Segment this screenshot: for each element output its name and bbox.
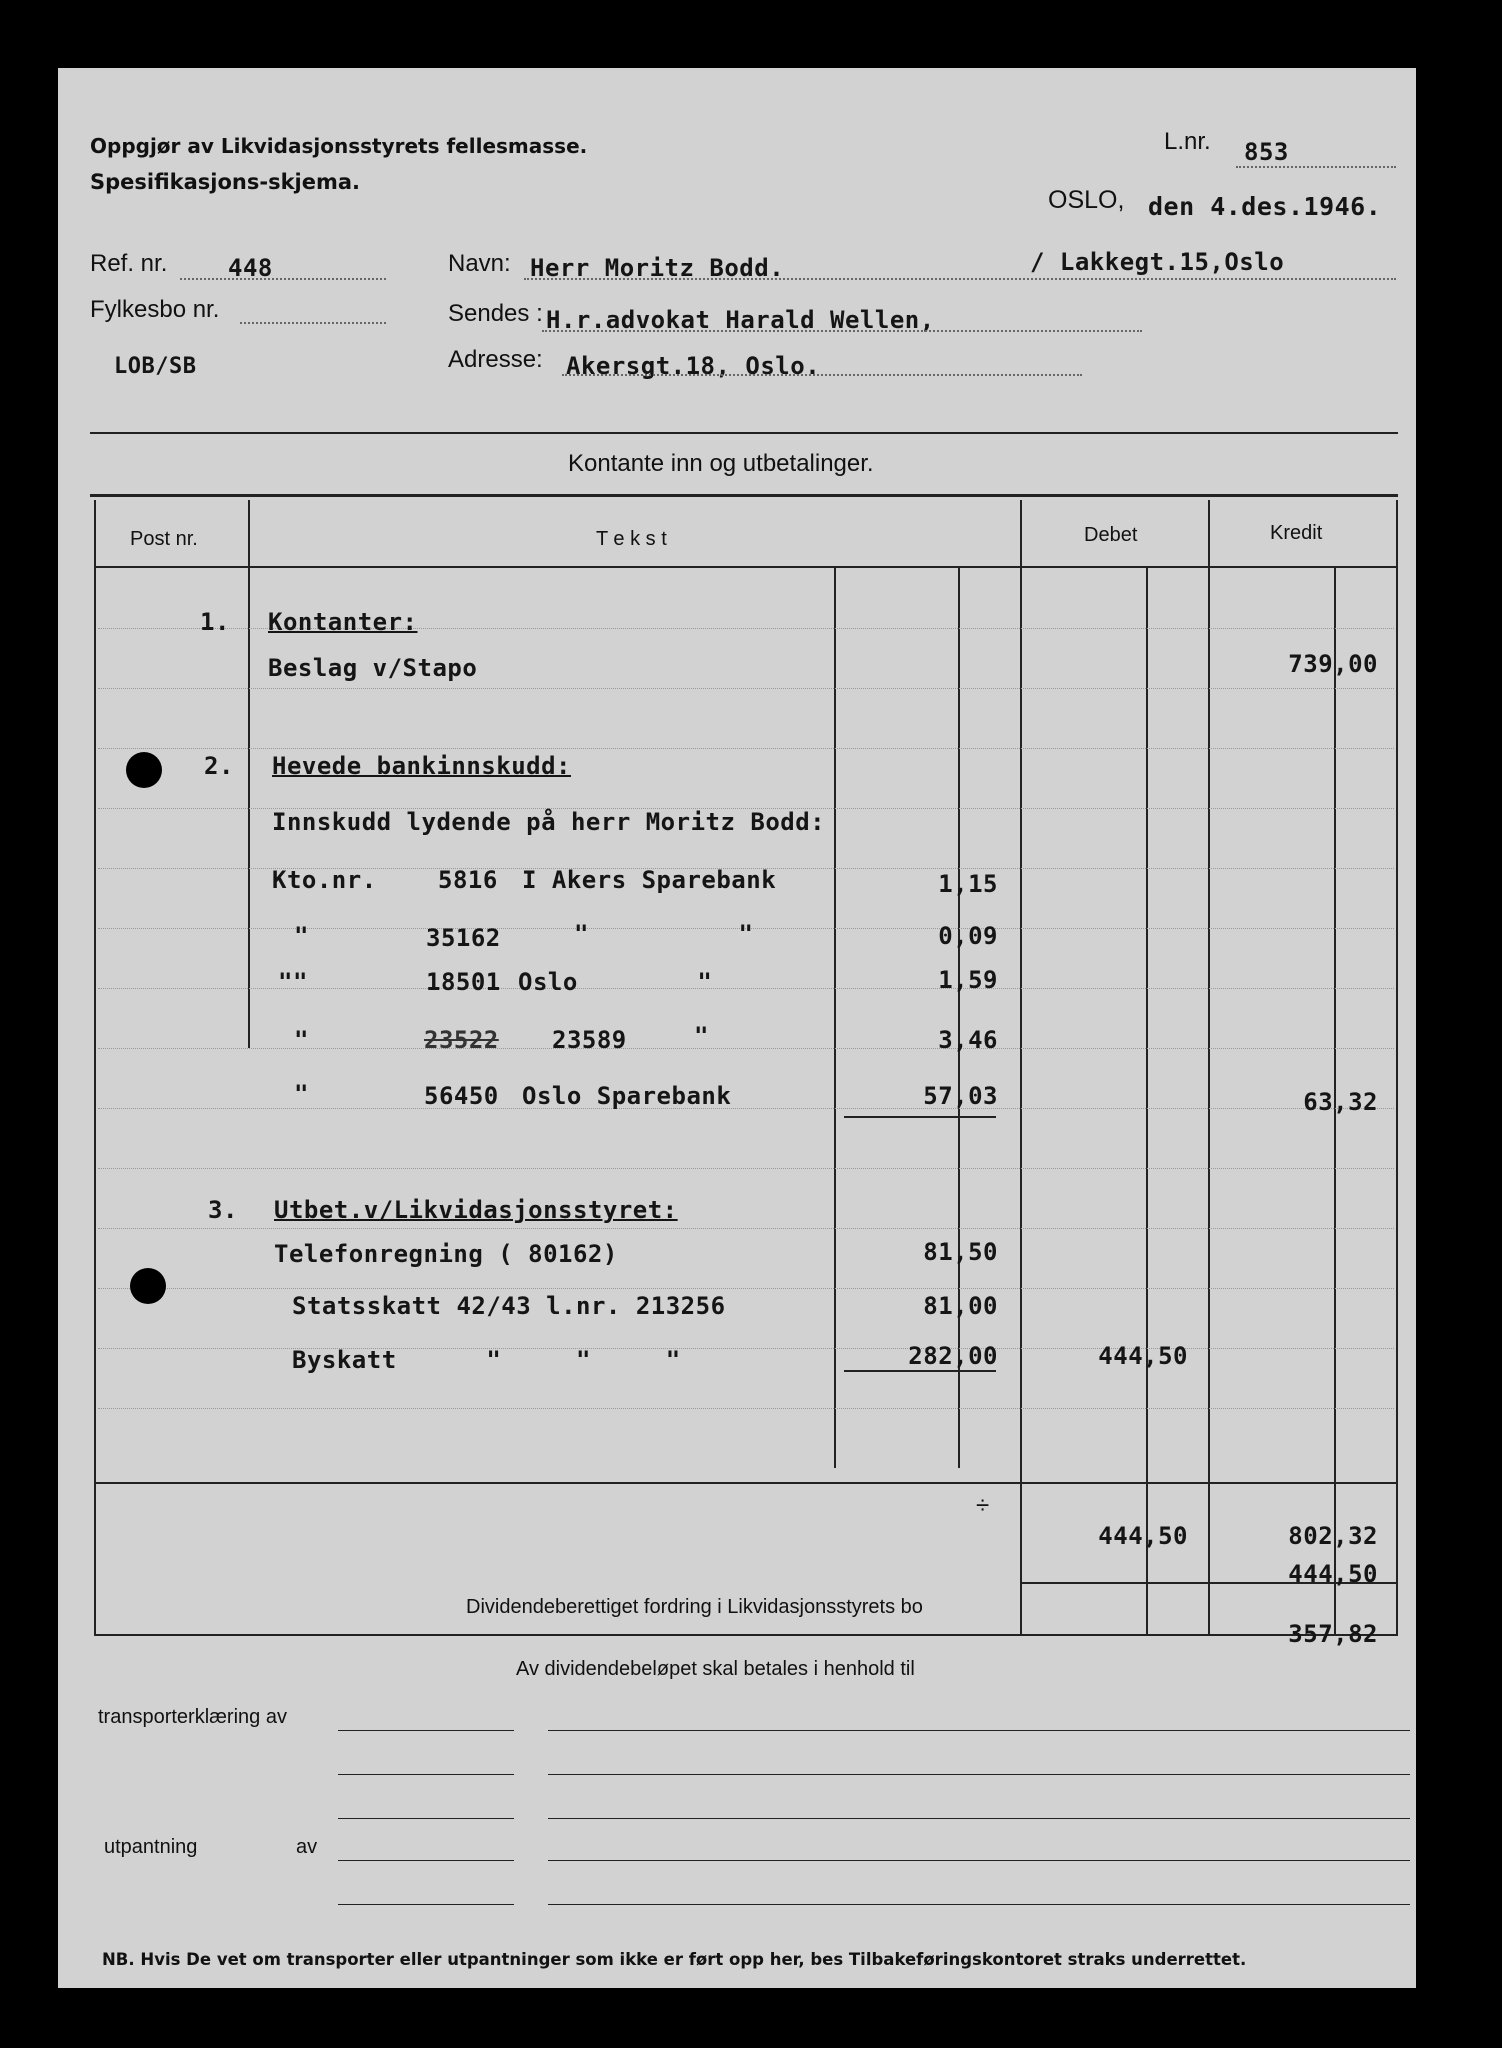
sendes-label: Sendes :: [448, 300, 543, 327]
lnr-label: L.nr.: [1164, 128, 1211, 155]
dividend-label: Dividendeberettiget fordring i Likvidasjonsstyrets bo: [466, 1596, 923, 1618]
sub-amount: 282,00: [908, 1342, 998, 1370]
transport-label: transporterklæring av: [98, 1706, 287, 1728]
account-bank: Oslo ": [518, 968, 713, 996]
col-header-kredit: Kredit: [1270, 522, 1323, 544]
account-prefix: ": [294, 1026, 309, 1054]
post-number: 3.: [208, 1196, 238, 1224]
post-number: 1.: [200, 608, 230, 636]
transport-line: [338, 1774, 514, 1775]
sum-underline: [844, 1116, 996, 1118]
subamount-cents-divider: [958, 568, 960, 1468]
row-text: Innskudd lydende på herr Moritz Bodd:: [272, 808, 826, 836]
kredit-amount: 63,32: [1303, 1088, 1378, 1116]
account-prefix: ": [294, 1080, 309, 1108]
dividend-value: 357,82: [1288, 1620, 1378, 1648]
punch-hole: [130, 1268, 166, 1304]
col-header-post: Post nr.: [130, 528, 198, 550]
ruling-line: [98, 1168, 1394, 1169]
form-title: Oppgjør av Likvidasjonsstyrets fellesmasse.: [90, 134, 588, 158]
tekst-debet-divider: [1020, 500, 1022, 1636]
av-label: av: [296, 1836, 318, 1858]
navn-label: Navn:: [448, 250, 511, 277]
table-left-border: [94, 500, 96, 1636]
account-bank: ": [694, 1022, 709, 1050]
account-number: 18501: [426, 968, 501, 996]
sub-amount: 3,46: [938, 1026, 998, 1054]
ruling-line: [98, 1228, 1394, 1229]
row-text: Beslag v/Stapo: [268, 654, 478, 682]
ref-label: Ref. nr.: [90, 250, 168, 277]
fylkesbo-label: Fylkesbo nr.: [90, 296, 220, 323]
transport-line: [548, 1818, 1410, 1819]
table-bottom-rule: [94, 1634, 1398, 1636]
utpantning-line: [338, 1904, 514, 1905]
transport-line: [338, 1818, 514, 1819]
account-bank: I Akers Sparebank: [522, 866, 777, 894]
minus-sign: ÷: [976, 1492, 990, 1519]
debet-cents-divider: [1146, 568, 1148, 1636]
subamount-col-left: [834, 568, 836, 1468]
nb-note: NB. Hvis De vet om transporter eller utpantninger som ikke er ført opp her, bes Tilbakeføringskontoret straks underrettet.: [102, 1950, 1247, 1969]
kredit-total: 802,32: [1288, 1522, 1378, 1550]
account-number: 56450: [424, 1082, 499, 1110]
row-text: Byskatt " " ": [292, 1346, 681, 1374]
col-header-debet: Debet: [1084, 524, 1138, 546]
fylkesbo-line: [240, 322, 386, 324]
navn-value: Herr Moritz Bodd.: [530, 254, 785, 282]
sendes-line: [542, 330, 1142, 332]
sub-amount: 1,59: [938, 966, 998, 994]
utpantning-label: utpantning: [104, 1836, 198, 1858]
ruling-line: [98, 1288, 1394, 1289]
section-heading: Hevede bankinnskudd:: [272, 752, 571, 780]
row-text: Statsskatt 42/43 l.nr. 213256: [292, 1292, 726, 1320]
debet-total: 444,50: [1098, 1522, 1188, 1550]
ruling-line: [98, 1108, 1394, 1109]
struck-text: 23522: [424, 1026, 499, 1054]
navn-line: [524, 278, 1396, 280]
sub-amount: 1,15: [938, 870, 998, 898]
sub-amount: 57,03: [923, 1082, 998, 1110]
dividend-note: Av dividendebeløpet skal betales i henhold til: [516, 1658, 915, 1680]
ref-line: [180, 278, 386, 280]
sub-amount: 81,50: [923, 1238, 998, 1266]
lnr-line: [1236, 166, 1396, 168]
ruling-line: [98, 748, 1394, 749]
account-bank: " ": [574, 920, 754, 948]
debet-kredit-divider: [1208, 500, 1210, 1636]
debet-amount: 444,50: [1098, 1342, 1188, 1370]
section-top-rule: [90, 432, 1398, 434]
transport-line: [338, 1730, 514, 1731]
account-bank: Oslo Sparebank: [522, 1082, 732, 1110]
sum-underline: [844, 1370, 996, 1372]
totals-rule: [94, 1482, 1398, 1484]
adresse-label: Adresse:: [448, 346, 543, 373]
sub-amount: 81,00: [923, 1292, 998, 1320]
punch-hole: [126, 752, 162, 788]
row-text: Telefonregning ( 80162): [274, 1240, 618, 1268]
ruling-line: [98, 688, 1394, 689]
account-prefix: Kto.nr.: [272, 866, 377, 894]
transport-line: [548, 1730, 1410, 1731]
ruling-line: [98, 1408, 1394, 1409]
account-number: 35162: [426, 924, 501, 952]
section-heading: Utbet.v/Likvidasjonsstyret:: [274, 1196, 678, 1224]
post-number: 2.: [204, 752, 234, 780]
ruling-line: [98, 1048, 1394, 1049]
table-right-border: [1396, 500, 1398, 1636]
table-top-rule: [90, 494, 1398, 497]
sub-amount: 0,09: [938, 922, 998, 950]
utpantning-line: [548, 1904, 1410, 1905]
sendes-value: H.r.advokat Harald Wellen,: [546, 306, 935, 334]
utpantning-line: [548, 1860, 1410, 1861]
city-label: OSLO,: [1048, 186, 1125, 214]
lnr-value: 853: [1244, 138, 1289, 166]
form-subtitle: Spesifikasjons-skjema.: [90, 170, 361, 194]
account-prefix: ": [294, 922, 309, 950]
section-heading: Kontanter:: [268, 608, 418, 636]
kredit-subtraction: 444,50: [1288, 1560, 1378, 1588]
date-value: den 4.des.1946.: [1148, 192, 1382, 221]
form-sheet: [58, 68, 1416, 1988]
utpantning-line: [338, 1860, 514, 1861]
kredit-amount: 739,00: [1288, 650, 1378, 678]
account-number: 23589: [552, 1026, 627, 1054]
header-rule: [94, 566, 1398, 568]
adresse-line: [562, 374, 1082, 376]
section-title: Kontante inn og utbetalinger.: [568, 450, 874, 477]
adresse-value: Akersgt.18, Oslo.: [566, 352, 821, 380]
ref-value: 448: [228, 254, 273, 282]
office-code: LOB/SB: [114, 354, 197, 379]
post-col-divider: [248, 500, 250, 1048]
navn-address: / Lakkegt.15,Oslo: [1030, 248, 1285, 276]
account-number: 5816: [438, 866, 498, 894]
transport-line: [548, 1774, 1410, 1775]
account-prefix: "": [278, 968, 308, 996]
col-header-tekst: T e k s t: [596, 528, 667, 550]
